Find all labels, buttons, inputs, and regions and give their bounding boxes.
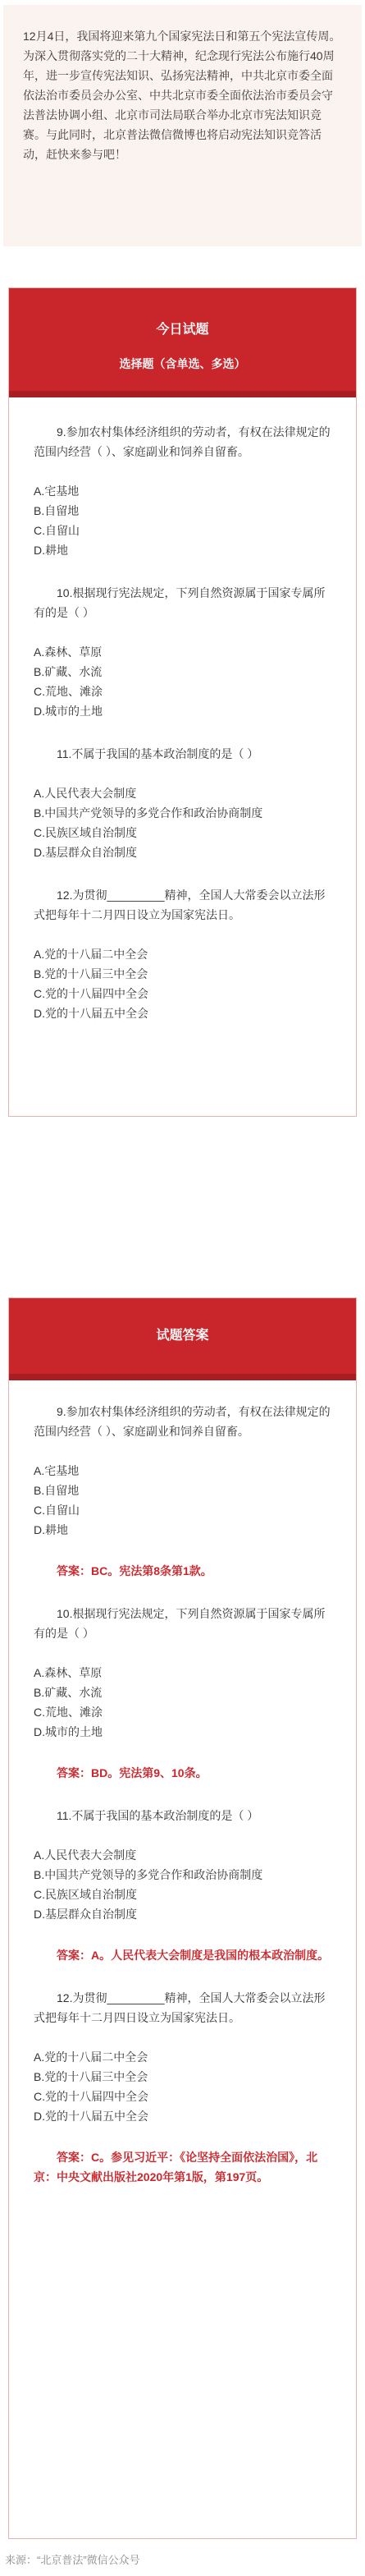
question-text: 12.为贯彻_________精神，全国人大常委会以立法形式把每年十二月四日设立为国家宪法日。 bbox=[34, 889, 326, 921]
option-item: D.党的十八届五中全会 bbox=[34, 1007, 148, 1020]
option-item: C.荒地、滩涂 bbox=[34, 685, 103, 698]
option-item: A.森林、草原 bbox=[34, 1666, 103, 1679]
option-item: D.基层群众自治制度 bbox=[34, 1908, 137, 1921]
answer-text: 答案：BC。宪法第8条第1款。 bbox=[57, 1564, 212, 1577]
question-text: 9.参加农村集体经济组织的劳动者，有权在法律规定的范围内经营（ ）、家庭副业和饲养自留畜。 bbox=[34, 1405, 331, 1438]
intro-text: 12月4日，我国将迎来第九个国家宪法日和第五个宪法宣传周。为深入贯彻落实党的二十大精神，纪念现行宪法公布施行40周年，进一步宣传宪法知识、弘扬宪法精神，中共北京市委全面依法治市委员会办公室、中共北京市委全面依法治市委员会守法普法协调小组、北京市司法局联合举办北京市宪法知识竞赛。与此同时，北京普法微信微博也将启动宪法知识竞答活动，赶快来参与吧！ bbox=[23, 30, 341, 161]
source-credit: 来源：“北京普法”微信公众号 bbox=[5, 2554, 140, 2566]
option-item: B.党的十八届三中全会 bbox=[34, 2070, 148, 2083]
option-item: C.自留山 bbox=[34, 524, 80, 537]
option-item: A.党的十八届二中全会 bbox=[34, 2050, 148, 2064]
option-item: B.自留地 bbox=[34, 504, 80, 517]
option-list bbox=[34, 481, 335, 560]
answers-title: 试题答案 bbox=[156, 1329, 209, 1343]
option-item: C.民族区域自治制度 bbox=[34, 1888, 137, 1901]
answer-block bbox=[34, 1604, 335, 1783]
option-list bbox=[34, 783, 335, 862]
header-stripe bbox=[9, 1374, 356, 1380]
answer-block bbox=[34, 1402, 335, 1581]
intro-panel bbox=[3, 5, 362, 246]
option-item: D.耕地 bbox=[34, 544, 68, 557]
option-item: B.自留地 bbox=[34, 1484, 80, 1497]
quiz-card bbox=[8, 287, 357, 1117]
option-item: D.基层群众自治制度 bbox=[34, 846, 137, 859]
option-item: A.森林、草原 bbox=[34, 645, 103, 659]
option-item: A.党的十八届二中全会 bbox=[34, 948, 148, 961]
quiz-title: 今日试题 bbox=[156, 323, 209, 337]
option-list bbox=[34, 642, 335, 721]
option-item: D.党的十八届五中全会 bbox=[34, 2110, 148, 2123]
option-item: D.耕地 bbox=[34, 1523, 68, 1536]
option-item: B.中国共产党领导的多党合作和政治协商制度 bbox=[34, 806, 263, 820]
question-text: 11.不属于我国的基本政治制度的是（ ） bbox=[57, 747, 259, 760]
answer-block bbox=[34, 1988, 335, 2187]
option-item: B.矿藏、水流 bbox=[34, 665, 103, 678]
option-list bbox=[34, 1461, 335, 1540]
option-list bbox=[34, 2047, 335, 2126]
option-item: C.自留山 bbox=[34, 1504, 80, 1517]
option-item: B.中国共产党领导的多党合作和政治协商制度 bbox=[34, 1868, 263, 1881]
question-block bbox=[34, 583, 335, 721]
question-text: 10.根据现行宪法规定，下列自然资源属于国家专属所有的是（ ） bbox=[34, 586, 326, 619]
option-list bbox=[34, 1845, 335, 1924]
option-item: A.宅基地 bbox=[34, 484, 80, 498]
option-item: A.宅基地 bbox=[34, 1464, 80, 1477]
option-list bbox=[34, 1663, 335, 1742]
question-text: 9.参加农村集体经济组织的劳动者，有权在法律规定的范围内经营（ ）、家庭副业和饲养自留畜。 bbox=[34, 425, 331, 458]
option-item: C.民族区域自治制度 bbox=[34, 826, 137, 839]
option-item: D.城市的土地 bbox=[34, 1725, 103, 1738]
answer-block bbox=[34, 1806, 335, 1965]
answer-text: 答案：A。人民代表大会制度是我国的根本政治制度。 bbox=[57, 1949, 330, 1962]
option-item: C.党的十八届四中全会 bbox=[34, 987, 148, 1000]
header-stripe bbox=[9, 391, 356, 397]
question-text: 10.根据现行宪法规定，下列自然资源属于国家专属所有的是（ ） bbox=[34, 1607, 326, 1640]
option-list bbox=[34, 944, 335, 1023]
question-block bbox=[34, 885, 335, 1023]
quiz-subtitle: 选择题（含单选、多选） bbox=[119, 357, 246, 370]
answers-card bbox=[8, 1297, 357, 2539]
question-text: 11.不属于我国的基本政治制度的是（ ） bbox=[57, 1809, 259, 1822]
option-item: D.城市的土地 bbox=[34, 705, 103, 718]
option-item: B.矿藏、水流 bbox=[34, 1686, 103, 1699]
question-block bbox=[34, 744, 335, 862]
answer-text: 答案：BD。宪法第9、10条。 bbox=[57, 1766, 208, 1779]
option-item: C.党的十八届四中全会 bbox=[34, 2090, 148, 2103]
quiz-body bbox=[9, 422, 356, 1023]
answers-header bbox=[9, 1298, 356, 1380]
option-item: B.党的十八届三中全会 bbox=[34, 967, 148, 980]
answer-text: 答案：C。参见习近平：《论坚持全面依法治国》，北京：中央文献出版社2020年第1版，第197页。 bbox=[34, 2151, 318, 2183]
question-text: 12.为贯彻_________精神，全国人大常委会以立法形式把每年十二月四日设立为国家宪法日。 bbox=[34, 1991, 326, 2024]
option-item: A.人民代表大会制度 bbox=[34, 1848, 137, 1862]
question-block bbox=[34, 422, 335, 560]
quiz-header bbox=[9, 288, 356, 397]
option-item: C.荒地、滩涂 bbox=[34, 1706, 103, 1719]
answers-body bbox=[9, 1402, 356, 2187]
option-item: A.人民代表大会制度 bbox=[34, 787, 137, 800]
